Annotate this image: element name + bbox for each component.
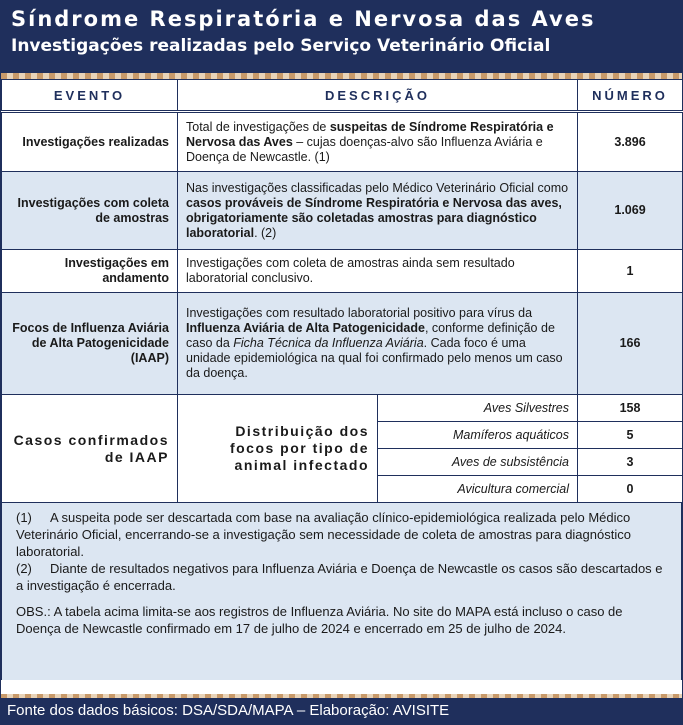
table-row xyxy=(2,395,683,422)
table-row xyxy=(2,293,683,395)
column-header-event: EVENTO xyxy=(2,80,178,112)
observation-note: OBS.: A tabela acima limita-se aos registros de Influenza Aviária. No site do MAPA está incluso o caso de Doença de Newcastle confirmado em 17 de julho de 2024 e encerrado em 25 de julho de 2024. xyxy=(16,604,623,636)
description-italic: Ficha Técnica da Influenza Aviária xyxy=(233,336,424,350)
event-cell: Investigações realizadas xyxy=(2,112,178,172)
event-cell: Investigações com coleta de amostras xyxy=(2,172,178,250)
header xyxy=(1,1,682,73)
footnote-marker: (1) xyxy=(16,510,32,525)
event-cell: Investigações em andamento xyxy=(2,250,178,293)
investigations-table xyxy=(1,79,683,503)
animal-category: Aves de subsistência xyxy=(378,449,578,476)
number-cell: 1 xyxy=(578,250,683,293)
footnote-2 xyxy=(16,560,667,594)
animal-category: Avicultura comercial xyxy=(378,476,578,503)
table-header-row xyxy=(2,80,683,112)
description-cell xyxy=(178,112,578,172)
footnote-marker: (2) xyxy=(16,561,32,576)
animal-category: Aves Silvestres xyxy=(378,395,578,422)
animal-category: Mamíferos aquáticos xyxy=(378,422,578,449)
number-cell: 3.896 xyxy=(578,112,683,172)
animal-count: 158 xyxy=(578,395,683,422)
column-header-description: DESCRIÇÃO xyxy=(178,80,578,112)
event-cell: Focos de Influenza Aviária de Alta Patogenicidade (IAAP) xyxy=(2,293,178,395)
description-text: Nas investigações classificadas pelo Médico Veterinário Oficial como xyxy=(186,180,569,195)
column-header-number: NÚMERO xyxy=(578,80,683,112)
animal-count: 5 xyxy=(578,422,683,449)
footnote-text: A suspeita pode ser descartada com base na avaliação clínico-epidemiológica realizada pelo Médico Veterinário Oficial, encerrando-se a investigação sem necessidade de coleta de amostras para diagnóstico laboratorial. xyxy=(16,510,631,559)
number-cell: 166 xyxy=(578,293,683,395)
description-bold: Influenza Aviária de Alta Patogenicidade xyxy=(186,321,425,335)
cases-confirmed-label: Casos confirmados de IAAP xyxy=(2,395,178,503)
description-cell: Investigações com coleta de amostras ainda sem resultado laboratorial conclusivo. xyxy=(178,250,578,293)
description-text: – cujas doenças-alvo são Influenza Aviária e Doença de Newcastle. (1) xyxy=(186,134,543,164)
description-cell xyxy=(178,293,578,395)
table-row xyxy=(2,112,683,172)
description-cell xyxy=(178,172,578,250)
source-footer: Fonte dos dados básicos: DSA/SDA/MAPA – Elaboração: AVISITE xyxy=(1,698,682,724)
table-row xyxy=(2,172,683,250)
footnotes xyxy=(1,503,682,680)
description-bold: suspeitas de Síndrome Respiratória e Nervosa das Aves xyxy=(186,119,554,149)
number-cell: 1.069 xyxy=(578,172,683,250)
page-subtitle: Investigações realizadas pelo Serviço Veterinário Oficial xyxy=(11,36,551,56)
table-row xyxy=(2,250,683,293)
description-text: Total de investigações de xyxy=(186,119,330,134)
animal-count: 3 xyxy=(578,449,683,476)
description-text: , conforme definição de caso da xyxy=(186,321,555,350)
description-text: . Cada foco é uma unidade epidemiológica na qual foi confirmado pelo menos um caso da doença. xyxy=(186,336,563,380)
description-text: . (2) xyxy=(254,225,277,240)
page-title: Síndrome Respiratória e Nervosa das Aves xyxy=(11,7,596,31)
animal-count: 0 xyxy=(578,476,683,503)
description-bold: casos prováveis de Síndrome Respiratória e Nervosa das aves, obrigatoriamente são coletadas amostras para diagnóstico laboratorial xyxy=(186,195,562,240)
footnote-1 xyxy=(16,509,667,560)
distribution-label: Distribuição dos focos por tipo de animal infectado xyxy=(178,395,378,503)
description-text: Investigações com resultado laboratorial positivo para vírus da xyxy=(186,306,533,320)
footnote-text: Diante de resultados negativos para Influenza Aviária e Doença de Newcastle os casos são descartados e a investigação é encerrada. xyxy=(16,561,663,593)
